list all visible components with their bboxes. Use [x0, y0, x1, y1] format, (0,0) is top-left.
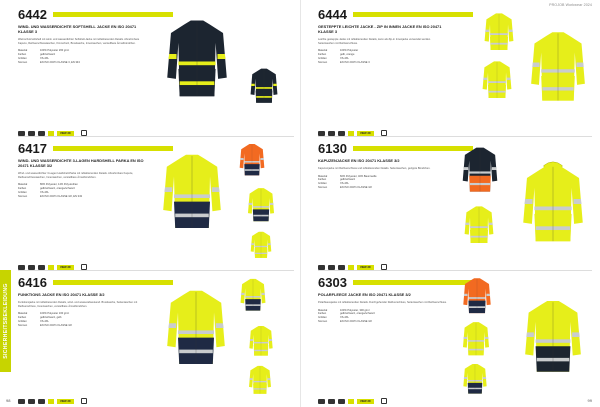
spec-key: Normen — [318, 319, 328, 323]
product-specs — [18, 183, 148, 198]
wash-icon — [28, 399, 35, 404]
spec-value: gelb/schwarz — [340, 178, 356, 182]
spec-value: 60% Polyester, 40% Baumwolle — [340, 174, 377, 178]
spec-row — [318, 61, 448, 65]
view-3d-chip[interactable]: VIEW 3D — [57, 399, 74, 404]
product-description: Funktionsjacke mit reflektierenden Details, wind- und wasserabweisend. Brusttasche, Seitentaschen mit Reißverschluss, Innentaschen, verstellbare Ärmelbündchen. — [18, 301, 138, 308]
care-icon — [318, 399, 325, 404]
spec-value: EN ISO 20471 KLASSE 3, EN 343 — [40, 60, 80, 64]
product-specs — [318, 49, 448, 64]
product-footer — [318, 398, 387, 404]
spec-value: EN ISO 20471 KLASSE 3/2 — [340, 319, 372, 323]
spec-key: Farben — [18, 52, 27, 56]
side-tab-label: SICHERHEITSBEKLEIDUNG — [2, 283, 9, 359]
jacket-image — [462, 142, 498, 203]
spec-key: Farben — [18, 315, 27, 319]
product-images — [462, 276, 592, 400]
product-images — [462, 8, 592, 132]
spec-key: Größen — [18, 319, 27, 323]
spec-value: 100% Polyester 260 g/m² — [40, 49, 70, 53]
jacket-image — [250, 230, 272, 265]
accent-bar — [53, 146, 173, 151]
spec-key: Größen — [318, 182, 327, 186]
product-6417 — [18, 142, 292, 272]
product-specs — [18, 312, 148, 327]
certification-icon — [381, 398, 387, 404]
spec-value: EN ISO 20471 KLASSE 3/2, EN 343 — [40, 194, 82, 198]
spec-row — [318, 320, 448, 324]
section-divider — [318, 270, 592, 271]
spec-value: XS-4XL — [40, 319, 49, 323]
spec-key: Normen — [18, 194, 28, 198]
spec-key: Farben — [318, 52, 327, 56]
care-icon — [18, 131, 25, 136]
spec-value: EN ISO 20471 KLASSE 3/2 — [340, 185, 372, 189]
page-number-left: 98 — [6, 398, 11, 403]
product-images — [162, 276, 292, 400]
view-3d-chip[interactable]: VIEW 3D — [57, 131, 74, 136]
spec-value: 100% Polyester — [340, 49, 359, 53]
spec-key: Material — [18, 49, 28, 53]
product-images — [162, 142, 292, 266]
product-number: 6416 — [18, 275, 47, 290]
product-number: 6303 — [318, 275, 347, 290]
spec-value: gelb/schwarz, orange/schwarz — [340, 312, 375, 316]
jacket-image — [240, 276, 266, 319]
spec-value: EN ISO 20471 KLASSE 3 — [340, 60, 370, 64]
jacket-image — [166, 14, 228, 109]
spec-key: Normen — [18, 323, 28, 327]
spec-key: Größen — [318, 316, 327, 320]
spec-row — [18, 195, 148, 199]
spec-value: XS-4XL — [340, 316, 349, 320]
spec-value: gelb/schwarz, orange/schwarz — [40, 186, 75, 190]
spec-key: Größen — [18, 56, 27, 60]
jacket-image — [250, 66, 278, 111]
product-title: FUNKTIONS JACKE EN ISO 20471 KLASSE 3/2 — [18, 292, 105, 297]
size-icon — [338, 265, 345, 270]
certification-icon — [81, 398, 87, 404]
size-icon — [38, 131, 45, 136]
accent-bar — [53, 280, 173, 285]
spec-row — [318, 186, 448, 190]
product-description: Polarfleecejacke mit reflektierenden Details. Durchgehender Reißverschluss, Seitentaschen mit Reißverschluss. — [318, 301, 447, 304]
accent-bar — [353, 280, 473, 285]
product-title: POLARFLEECE JACKE EN ISO 20471 KLASSE 3/2 — [318, 292, 411, 297]
spec-value: XS-4XL — [340, 182, 349, 186]
product-title: KAPUZENJACKE EN ISO 20471 KLASSE 3/2 — [318, 158, 400, 163]
view-3d-chip[interactable]: VIEW 3D — [57, 265, 74, 270]
spec-row — [18, 324, 148, 328]
product-description: Kapuzenjacke mit Reißverschluss und reflektierenden Details. Seitentaschen, gerippte Bündchen. — [318, 167, 431, 170]
product-description: Leichte gesteppte Jacke mit reflektierenden Details, kann als Zip-in Innenjacke verwendet werden. Seitentaschen mit Reißverschluss. — [318, 38, 431, 45]
view-3d-chip[interactable]: VIEW 3D — [357, 399, 374, 404]
spec-key: Material — [18, 183, 28, 187]
wash-icon — [28, 265, 35, 270]
product-number: 6417 — [18, 141, 47, 156]
qr-chip[interactable] — [348, 131, 354, 136]
jacket-image — [484, 10, 514, 59]
spec-key: Material — [318, 49, 328, 53]
product-images — [462, 142, 592, 266]
spec-value: 100% Polyester 160 g/m² — [40, 312, 70, 316]
product-number: 6130 — [318, 141, 347, 156]
accent-bar — [53, 12, 173, 17]
jacket-image — [162, 146, 222, 243]
spec-key: Farben — [318, 178, 327, 182]
spec-value: gelb/schwarz — [40, 52, 56, 56]
jacket-image — [524, 294, 582, 385]
product-number: 6442 — [18, 7, 47, 22]
product-footer — [18, 398, 87, 404]
view-3d-chip[interactable]: VIEW 3D — [357, 131, 374, 136]
product-specs — [318, 309, 448, 324]
spec-key: Normen — [18, 60, 28, 64]
spec-value: XS-4XL — [340, 56, 349, 60]
jacket-image — [530, 26, 586, 113]
care-icon — [18, 399, 25, 404]
jacket-image — [166, 282, 226, 379]
jacket-image — [522, 160, 584, 253]
product-specs — [18, 49, 148, 64]
spec-key: Größen — [318, 56, 327, 60]
qr-chip[interactable] — [48, 265, 54, 270]
product-number: 6444 — [318, 7, 347, 22]
spec-value: gelb/schwarz, gelb — [40, 315, 62, 319]
spec-key: Farben — [318, 312, 327, 316]
jacket-image — [462, 320, 490, 363]
size-icon — [338, 131, 345, 136]
product-6416 — [18, 276, 292, 406]
spec-key: Normen — [318, 60, 328, 64]
jacket-image — [248, 324, 274, 363]
wash-icon — [328, 399, 335, 404]
section-divider — [18, 270, 294, 271]
spec-key: Normen — [318, 185, 328, 189]
product-description: Warnschutzsoftshell mit wind- und wasserdichter Softshell-Jacke mit reflektierenden Details. Abnehmbare Kapuze, Reißverschlusstaschen, Kinnschutz, Brusttasche, Innentaschen, verstellbare Ärmelbündchen. — [18, 38, 140, 45]
jacket-image — [464, 204, 494, 251]
size-icon — [38, 265, 45, 270]
product-6442 — [18, 8, 292, 138]
size-icon — [338, 399, 345, 404]
spec-key: Material — [318, 308, 328, 312]
care-icon — [318, 265, 325, 270]
spec-key: Farben — [18, 186, 27, 190]
product-description: Wind- und wasserdichter 3-Lagen Hardshell-Parka mit reflektierenden Details. Abnehmbare Kapuze, Reißverschlusstaschen, Innentaschen, verstellbare Ärmelbündchen. — [18, 172, 134, 179]
care-icon — [318, 131, 325, 136]
accent-bar — [353, 146, 473, 151]
product-6444 — [318, 8, 592, 138]
jacket-image — [462, 362, 488, 401]
spec-value: EN ISO 20471 KLASSE 3/2 — [40, 323, 72, 327]
accent-bar — [353, 12, 473, 17]
care-icon — [18, 265, 25, 270]
spec-value: gelb, orange — [340, 52, 355, 56]
qr-chip[interactable] — [348, 265, 354, 270]
section-divider — [18, 136, 294, 137]
qr-chip[interactable] — [48, 131, 54, 136]
product-title: WIND- UND WASSERDICHTE 3-LAGEN HARDSHELL PARKA EN ISO 20471 KLASSE 3/2 — [18, 158, 144, 168]
spec-row — [18, 61, 148, 65]
spec-key: Material — [318, 174, 328, 178]
spec-value: 86% Polyester, 14% Polyurethan — [40, 183, 78, 187]
spec-key: Größen — [18, 190, 27, 194]
spec-value: 100% Polyester, 300 g/m² — [340, 308, 370, 312]
product-title: WIND- UND WASSERDICHTE SOFTSHELL JACKE EN ISO 20471 KLASSE 3 — [18, 24, 137, 34]
qr-chip[interactable] — [348, 399, 354, 404]
product-specs — [318, 175, 448, 190]
jacket-image — [246, 186, 276, 229]
page-number-right: 99 — [587, 398, 592, 403]
spec-value: XS-4XL — [40, 56, 49, 60]
wash-icon — [328, 131, 335, 136]
jacket-image — [248, 364, 272, 401]
wash-icon — [328, 265, 335, 270]
size-icon — [38, 399, 45, 404]
spec-key: Material — [18, 312, 28, 316]
qr-chip[interactable] — [48, 399, 54, 404]
product-6130 — [318, 142, 592, 272]
spec-value: XS-4XL — [40, 190, 49, 194]
wash-icon — [28, 131, 35, 136]
view-3d-chip[interactable]: VIEW 3D — [357, 265, 374, 270]
jacket-image — [238, 142, 266, 183]
jacket-image — [462, 276, 492, 321]
product-images — [162, 8, 292, 132]
side-tab — [0, 270, 11, 372]
jacket-image — [482, 58, 512, 107]
product-title: GESTEPPTE LEICHTE JACKE - ZIP IN INNEN JACKE EN ISO 20471 KLASSE 3 — [318, 24, 442, 34]
section-divider — [318, 136, 592, 137]
header-right: PROJOB Workwear 2024 — [549, 3, 592, 7]
product-6303 — [318, 276, 592, 406]
